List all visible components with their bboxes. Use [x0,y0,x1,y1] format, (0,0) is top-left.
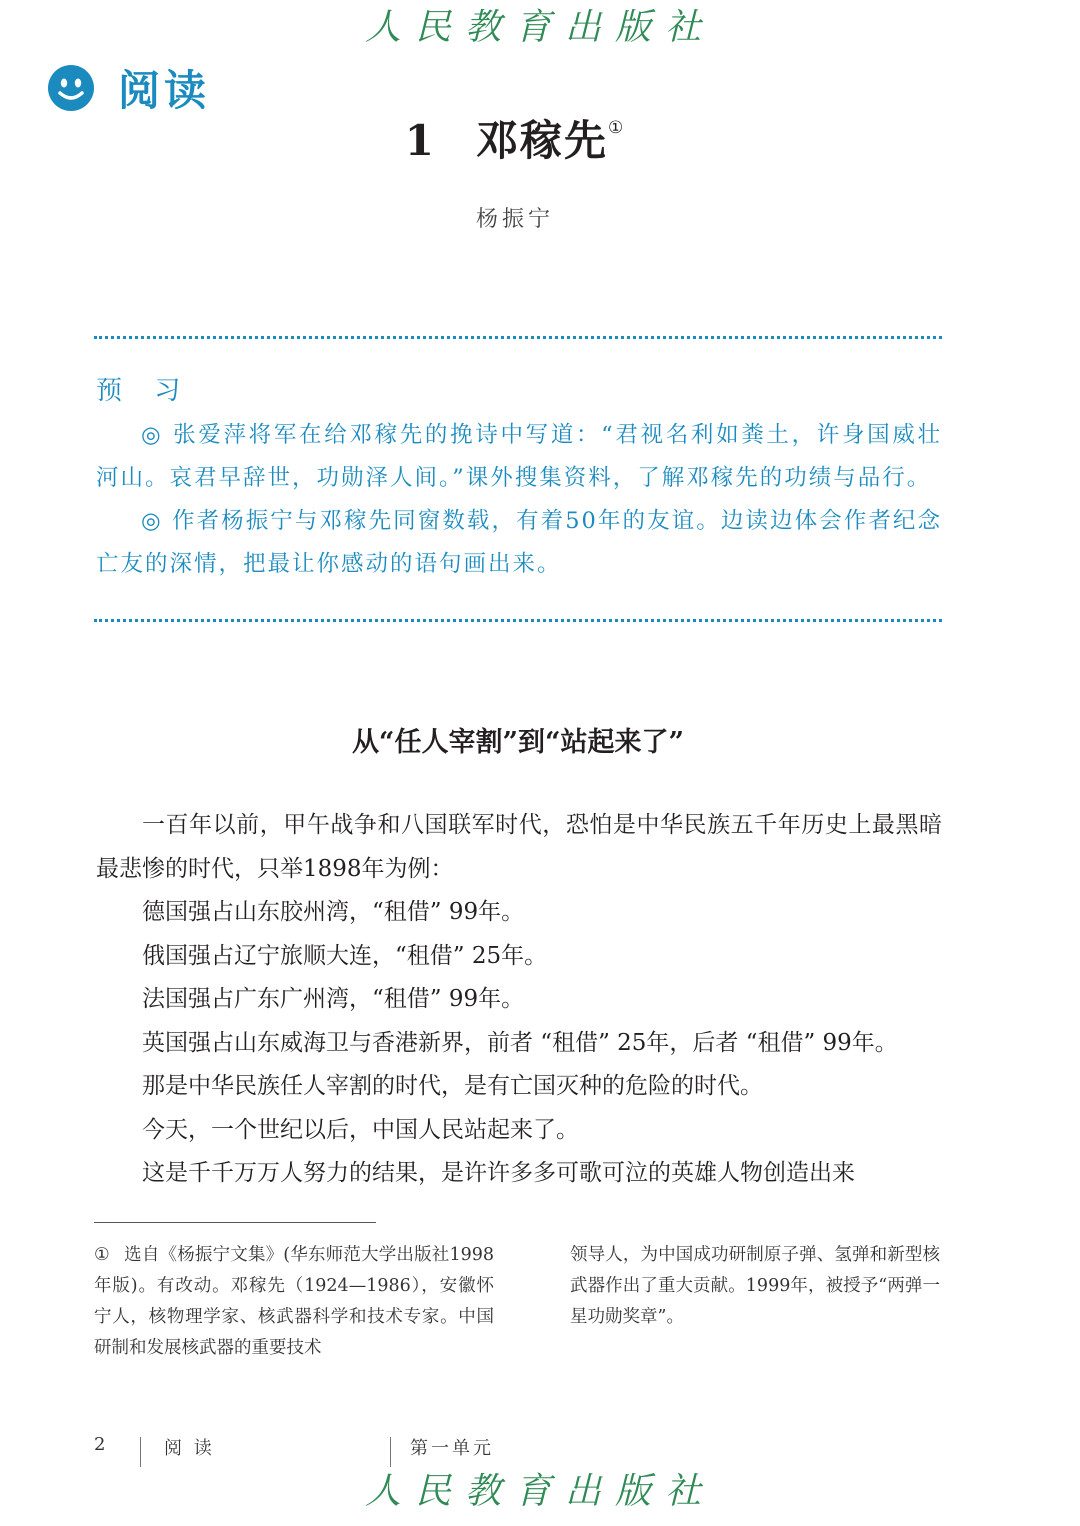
paragraph: 那是中华民族任人宰割的时代，是有亡国灭种的危险的时代。 [142,1073,763,1099]
publisher-logo-bottom: 人民教育出版社 [364,1471,715,1512]
body-text [96,804,942,1196]
footnote-rule [94,1222,376,1223]
section-name: 阅读 [118,66,211,115]
paragraph: 法国强占广东广州湾，“租借” 99年。 [142,986,525,1012]
paragraph: 一百年以前，甲午战争和八国联军时代，恐怕是中华民族五千年历史上最黑暗最悲惨的时代，只举1898年为例： [96,812,942,882]
dotted-divider-bottom [94,619,942,622]
dotted-divider-top [94,336,942,339]
footer-separator [390,1437,391,1467]
paragraph: 这是千千万万人努力的结果，是许许多多可歌可泣的英雄人物创造出来 [142,1160,855,1186]
author-name: 杨振宁 [475,207,554,232]
smiley-face-icon [46,63,96,113]
preview-title: 预 习 [96,376,193,406]
lesson-title [0,108,1030,168]
paragraph: 德国强占山东胶州湾，“租借” 99年。 [142,899,525,925]
footer-section: 阅 读 [164,1438,215,1459]
paragraph: 俄国强占辽宁旅顺大连，“租借” 25年。 [142,942,548,969]
paragraph: 今天，一个世纪以后，中国人民站起来了。 [142,1116,579,1143]
footer-separator [140,1437,141,1467]
lesson-number: 1 [404,116,436,165]
preview-item-1: ◎ 张爱萍将军在给邓稼先的挽诗中写道：“君视名利如粪土，许身国威壮河山。哀君早辞世，功勋泽人间。”课外搜集资料，了解邓稼先的功绩与品行。 [96,422,942,491]
footnote-right: 领导人，为中国成功研制原子弹、氢弹和新型核武器作出了重大贡献。1999年，被授予“两弹一星功勋奖章”。 [570,1245,940,1327]
footer-unit: 第一单元 [410,1438,494,1459]
page-number: 2 [94,1434,109,1455]
lesson-title-text: 邓稼先 [475,116,608,165]
footnote-left [94,1240,494,1364]
preview-item-2: ◎ 作者杨振宁与邓稼先同窗数载，有着50年的友谊。边读边体会作者纪念亡友的深情，把最让你感动的语句画出来。 [96,508,942,577]
subheading: 从“任人宰割”到“站起来了” [351,727,685,758]
footnote-marker: ① [608,118,626,138]
footnote-mark: ① [94,1245,110,1265]
footnote-text-left: 选自《杨振宁文集》(华东师范大学出版社1998年版)。有改动。邓稼先（1924—1986），安徽怀宁人，核物理学家、核武器科学和技术专家。中国研制和发展核武器的重要技术 [94,1245,494,1358]
publisher-logo-top: 人民教育出版社 [364,7,715,48]
paragraph: 英国强占山东威海卫与香港新界，前者 “租借” 25年，后者 “租借” 99年。 [142,1029,898,1056]
